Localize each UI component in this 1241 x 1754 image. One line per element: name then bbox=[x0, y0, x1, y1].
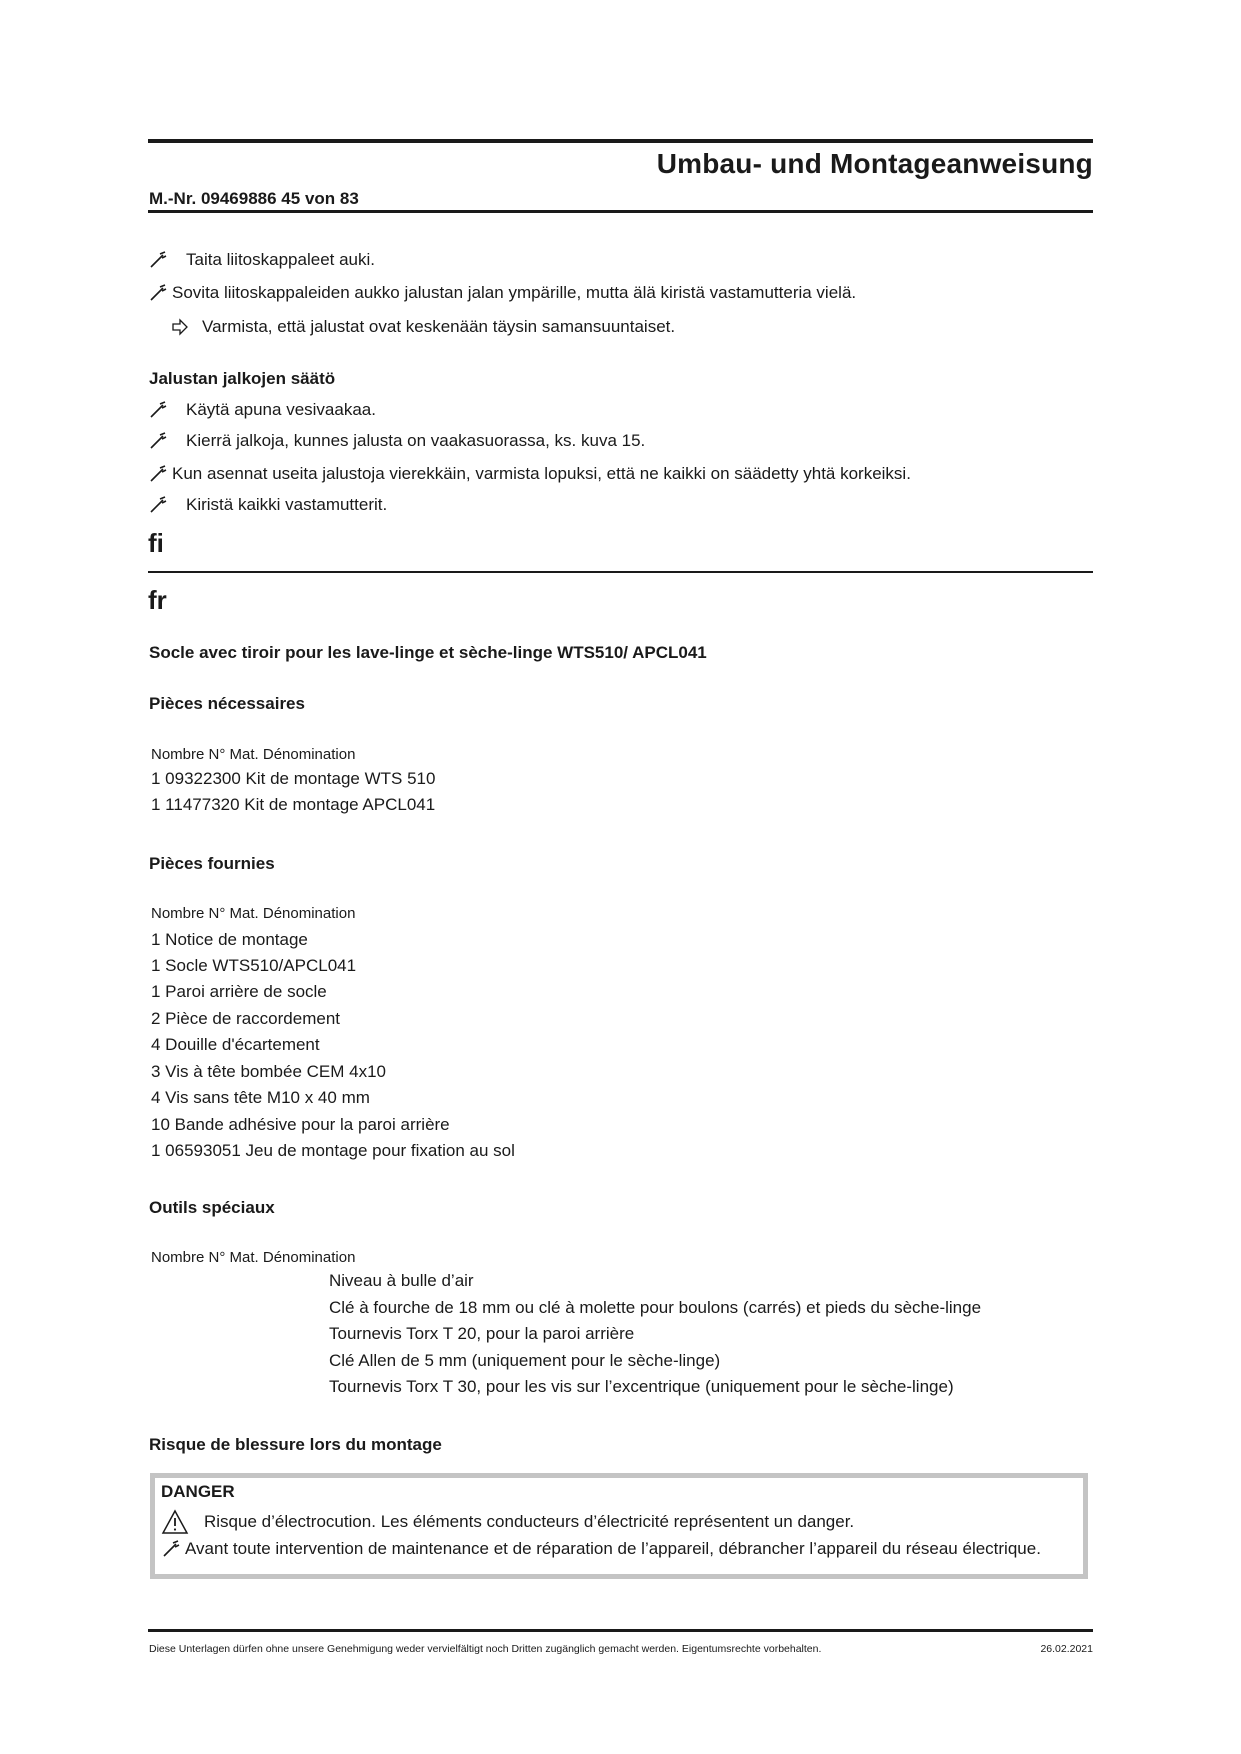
step-item bbox=[148, 431, 645, 451]
table-row: 1 Socle WTS510/APCL041 bbox=[151, 956, 357, 975]
footer-date: 26.02.2021 bbox=[1040, 1643, 1093, 1655]
result-item bbox=[170, 317, 675, 337]
step-text: Kiristä kaikki vastamutterit. bbox=[186, 495, 388, 514]
result-text: Varmista, että jalustat ovat keskenään täysin samansuuntaiset. bbox=[202, 317, 676, 336]
wrench-icon bbox=[148, 250, 168, 270]
step-text: Taita liitoskappaleet auki. bbox=[186, 250, 376, 269]
tool-row: Tournevis Torx T 20, pour la paroi arrière bbox=[329, 1324, 635, 1343]
table-row: 1 11477320 Kit de montage APCL041 bbox=[151, 795, 436, 814]
wrench-icon bbox=[148, 431, 168, 451]
section-heading: Jalustan jalkojen säätö bbox=[149, 369, 336, 388]
danger-instruction-text: Avant toute intervention de maintenance et de réparation de l’appareil, débrancher l’appareil du réseau électrique. bbox=[185, 1539, 1041, 1558]
tool-row: Clé Allen de 5 mm (uniquement pour le sèche-linge) bbox=[329, 1351, 721, 1370]
tool-row: Niveau à bulle d’air bbox=[329, 1271, 474, 1290]
injury-risk-heading: Risque de blessure lors du montage bbox=[149, 1435, 442, 1454]
warning-triangle-icon bbox=[161, 1509, 189, 1535]
table-row: 1 09322300 Kit de montage WTS 510 bbox=[151, 769, 436, 788]
product-title: Socle avec tiroir pour les lave-linge et sèche-linge WTS510/ APCL041 bbox=[149, 643, 707, 662]
step-item bbox=[148, 283, 856, 303]
parts-required-heading: Pièces nécessaires bbox=[149, 694, 305, 713]
danger-title: DANGER bbox=[161, 1482, 235, 1501]
step-item bbox=[148, 495, 387, 515]
tool-row: Tournevis Torx T 30, pour les vis sur l’excentrique (uniquement pour le sèche-linge) bbox=[329, 1377, 954, 1396]
danger-warning bbox=[161, 1509, 854, 1535]
table-header: Nombre N° Mat. Dénomination bbox=[151, 1249, 356, 1266]
step-item bbox=[148, 400, 376, 420]
special-tools-heading: Outils spéciaux bbox=[149, 1198, 275, 1217]
table-row: 10 Bande adhésive pour la paroi arrière bbox=[151, 1115, 450, 1134]
footer-rule bbox=[148, 1629, 1093, 1632]
document-number: M.-Nr. 09469886 45 von 83 bbox=[149, 189, 359, 208]
table-row: 4 Vis sans tête M10 x 40 mm bbox=[151, 1088, 370, 1107]
step-text: Kierrä jalkoja, kunnes jalusta on vaakasuorassa, ks. kuva 15. bbox=[186, 431, 646, 450]
language-code-fr: fr bbox=[148, 585, 167, 615]
table-row: 2 Pièce de raccordement bbox=[151, 1009, 340, 1028]
table-row: 1 Notice de montage bbox=[151, 930, 308, 949]
tool-row: Clé à fourche de 18 mm ou clé à molette pour boulons (carrés) et pieds du sèche-linge bbox=[329, 1298, 982, 1317]
parts-supplied-heading: Pièces fournies bbox=[149, 854, 275, 873]
language-code-fi: fi bbox=[148, 528, 164, 558]
table-row: 1 06593051 Jeu de montage pour fixation au sol bbox=[151, 1141, 515, 1160]
step-item bbox=[148, 464, 911, 484]
section-divider bbox=[148, 571, 1093, 573]
step-text: Kun asennat useita jalustoja vierekkäin, varmista lopuksi, että ne kaikki on säädetty yhtä korkeiksi. bbox=[172, 464, 911, 483]
table-header: Nombre N° Mat. Dénomination bbox=[151, 746, 356, 763]
document-title: Umbau- und Montageanweisung bbox=[656, 148, 1093, 179]
step-text: Käytä apuna vesivaakaa. bbox=[186, 400, 376, 419]
arrow-right-icon bbox=[170, 317, 190, 337]
wrench-icon bbox=[148, 464, 168, 484]
wrench-icon bbox=[148, 400, 168, 420]
footer-notice: Diese Unterlagen dürfen ohne unsere Genehmigung weder vervielfältigt noch Dritten zugänglich gemacht werden. Eigentumsrechte vorbehalten. bbox=[149, 1643, 822, 1655]
table-row: 1 Paroi arrière de socle bbox=[151, 982, 327, 1001]
header-bottom-rule bbox=[148, 210, 1093, 213]
wrench-icon bbox=[161, 1539, 181, 1559]
wrench-icon bbox=[148, 283, 168, 303]
danger-warning-text: Risque d’électrocution. Les éléments conducteurs d’électricité représentent un danger. bbox=[204, 1512, 855, 1531]
step-item bbox=[148, 250, 375, 270]
header-top-rule bbox=[148, 139, 1093, 143]
table-row: 3 Vis à tête bombée CEM 4x10 bbox=[151, 1062, 386, 1081]
table-header: Nombre N° Mat. Dénomination bbox=[151, 905, 356, 922]
table-row: 4 Douille d'écartement bbox=[151, 1035, 320, 1054]
danger-instruction bbox=[161, 1539, 1041, 1559]
wrench-icon bbox=[148, 495, 168, 515]
step-text: Sovita liitoskappaleiden aukko jalustan jalan ympärille, mutta älä kiristä vastamutteria vielä. bbox=[172, 283, 857, 302]
